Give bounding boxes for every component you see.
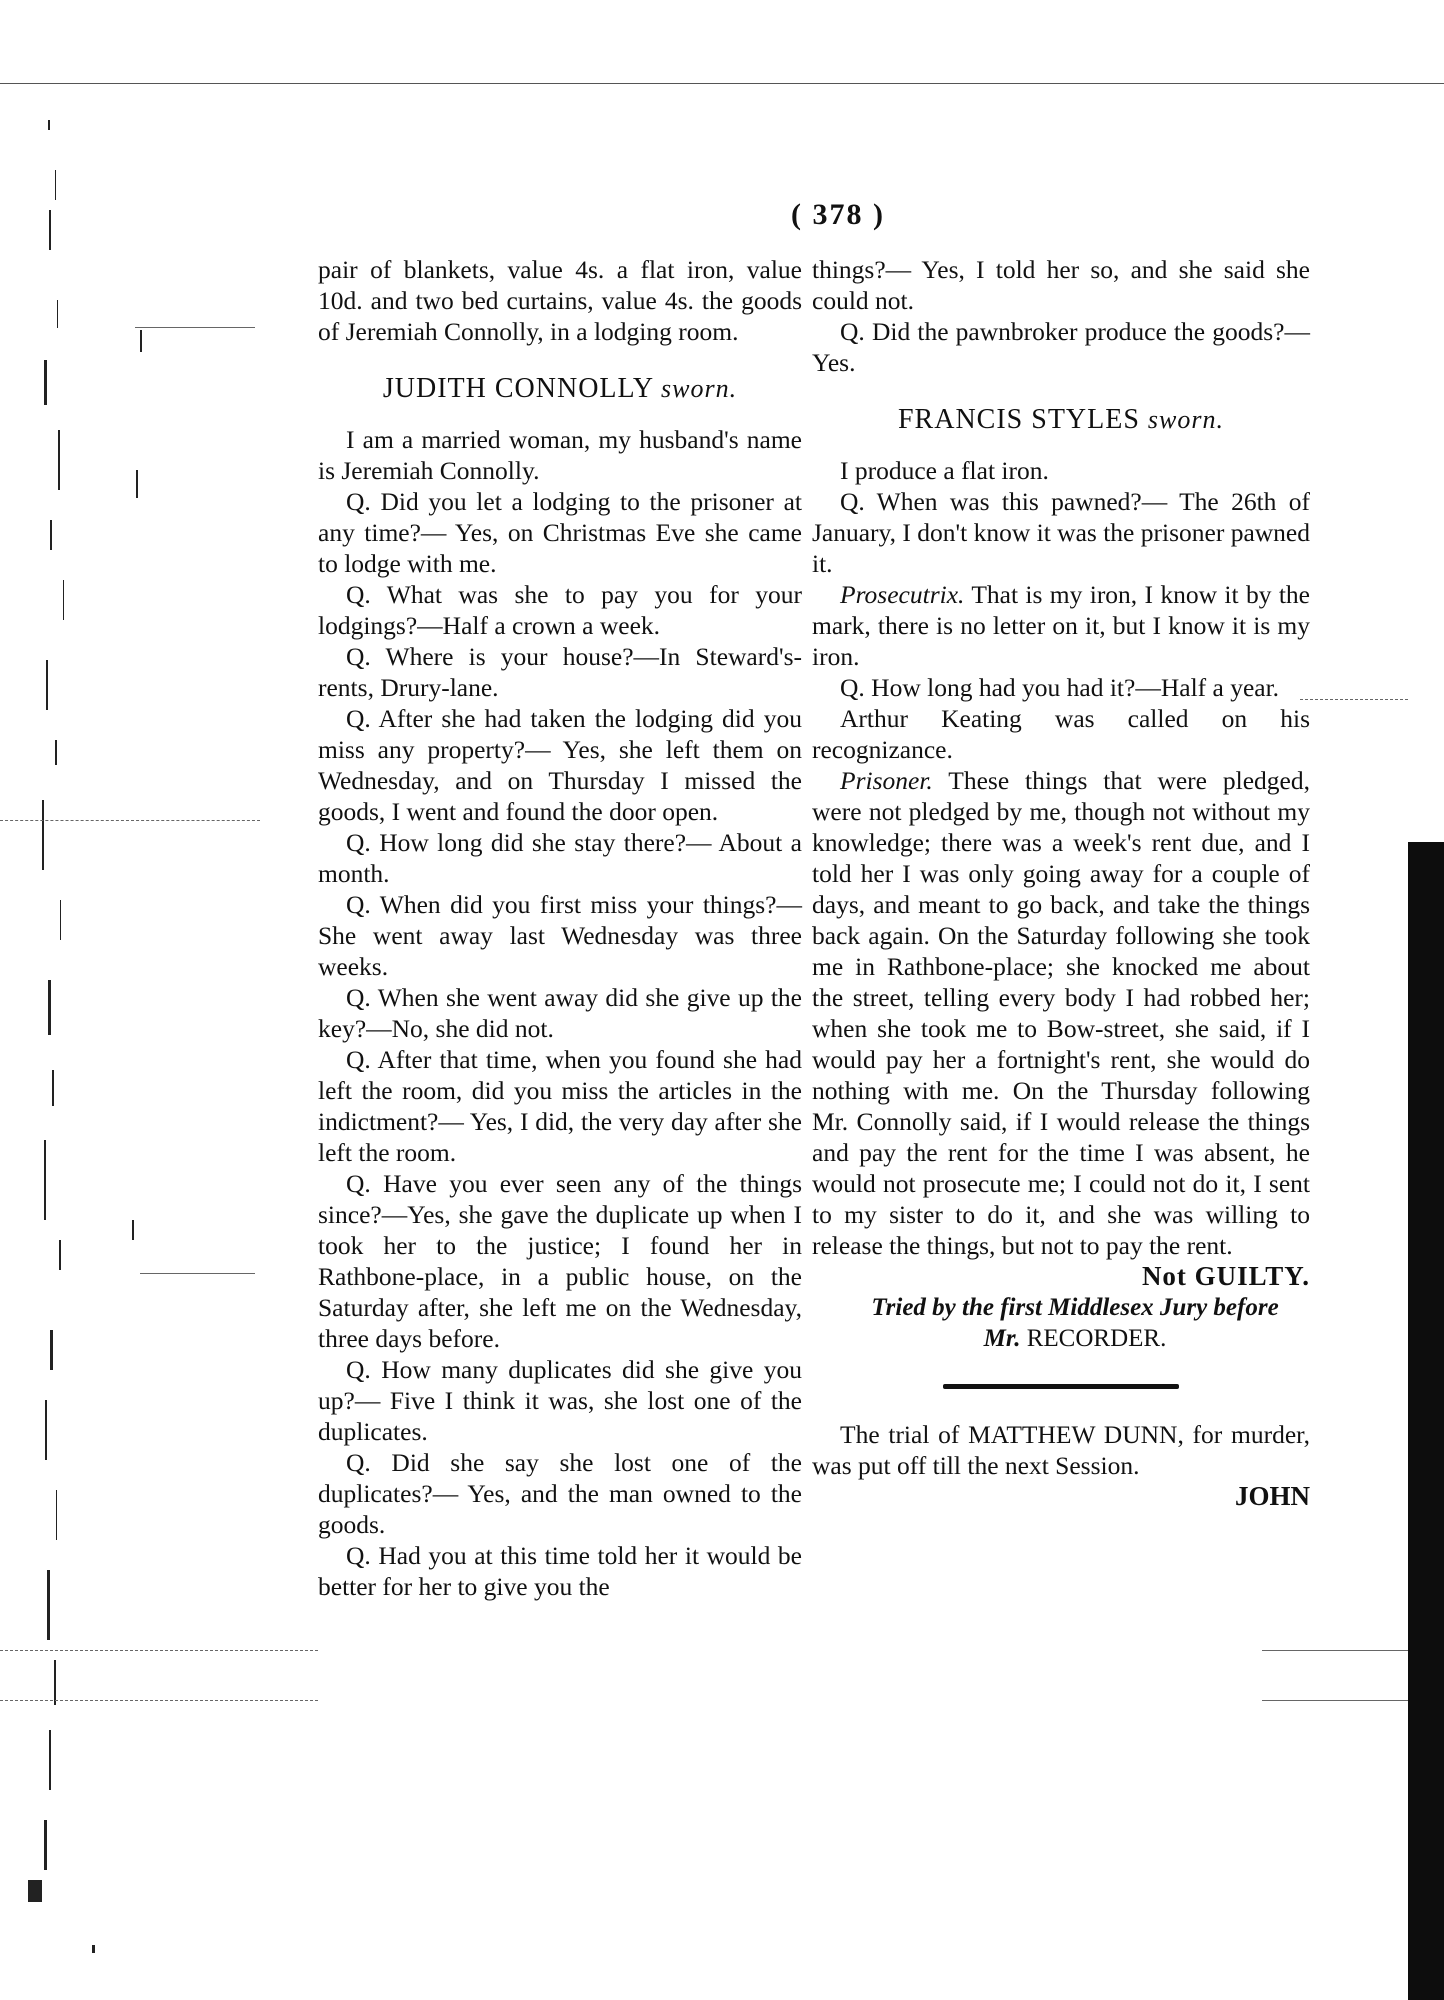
left-margin-scan-marks	[0, 100, 150, 1980]
right-margin-rule	[1300, 699, 1408, 700]
left-margin-rule	[140, 1273, 255, 1274]
testimony-paragraph: Q. Did she say she lost one of the duplicates?— Yes, and the man owned to the goods.	[318, 1448, 802, 1539]
testimony-paragraph: Q. Did you let a lodging to the prisoner at any time?— Yes, on Christmas Eve she came to lodge with me.	[318, 487, 802, 578]
verdict: Not GUILTY.	[1141, 1261, 1310, 1291]
testimony-paragraph: Q. After that time, when you found she had left the room, did you miss the articles in the indictment?— Yes, I did, the very day after she left the room.	[318, 1045, 802, 1167]
speech-text: These things that were pledged, were not pledged by me, though not without my knowledge; there was a week's rent due, and I told her I was only going away for a couple of days, and meant to go back, and take the things back again. On the Saturday following she took me in Rathbone-place; she knocked me about the street, telling every body I had robbed her; when she took me to Bow-street, she said, if I would pay her a fortnight's rent, she would do nothing with me. On the Thursday following Mr. Connolly said, if I would release the things and pay the rent for the time I was absent, he would not prosecute me; I could not do it, I sent to my sister to do it, and she was willing to release the things, but not to pay the rent.	[812, 766, 1310, 1260]
testimony-paragraph: Arthur Keating was called on his recognizance.	[812, 704, 1310, 764]
testimony-paragraph: Q. What was she to pay you for your lodgings?—Half a crown a week.	[318, 580, 802, 640]
testimony-paragraph: I produce a flat iron.	[840, 456, 1049, 485]
testimony-paragraph: Q. When she went away did she give up the key?—No, she did not.	[318, 983, 802, 1043]
right-margin-rule	[1262, 1700, 1412, 1701]
speaker-label: Prosecutrix.	[840, 580, 965, 609]
testimony-paragraph: Q. How many duplicates did she give you up?— Five I think it was, she lost one of the duplicates.	[318, 1355, 802, 1446]
sworn-label: sworn.	[1147, 405, 1224, 434]
left-column	[318, 254, 802, 1602]
testimony-paragraph: Q. Have you ever seen any of the things since?—Yes, she gave the duplicate up when I took her to the justice; I found her in Rathbone-place, in a public house, on the Saturday after, she left me on the Wednesday, three days before.	[318, 1169, 802, 1353]
sworn-label: sworn.	[661, 374, 738, 403]
testimony-paragraph: Q. Had you at this time told her it would be better for her to give you the	[318, 1541, 802, 1601]
left-margin-rule	[0, 1650, 318, 1651]
testimony-paragraph	[812, 765, 1310, 1261]
recorder-mr: Mr.	[983, 1325, 1021, 1352]
jury-line: Tried by the first Middlesex Jury before	[871, 1294, 1279, 1321]
witness-name: FRANCIS STYLES	[897, 404, 1140, 435]
testimony-paragraph: Q. How long did she stay there?— About a month.	[318, 828, 802, 888]
left-margin-rule	[0, 1700, 318, 1701]
testimony-paragraph: Q. Where is your house?—In Steward's-rents, Drury-lane.	[318, 642, 802, 702]
testimony-paragraph: Q. Did the pawnbroker produce the goods?—Yes.	[812, 317, 1310, 377]
witness-name: JUDITH CONNOLLY	[382, 373, 654, 404]
opening-paragraph: pair of blankets, value 4s. a flat iron, value 10d. and two bed curtains, value 4s. the goods of Jeremiah Connolly, in a lodging room.	[318, 255, 802, 346]
testimony-paragraph: Q. How long had you had it?—Half a year.	[840, 673, 1280, 702]
testimony-paragraph: I am a married woman, my husband's name is Jeremiah Connolly.	[318, 425, 802, 485]
catchword: JOHN	[1234, 1481, 1310, 1511]
right-scan-edge	[1408, 842, 1444, 2000]
recorder-line	[812, 1323, 1310, 1354]
witness-heading-judith	[318, 373, 802, 404]
testimony-paragraph	[812, 579, 1310, 672]
witness-heading-francis	[812, 404, 1310, 435]
recorder-title: RECORDER.	[1026, 1325, 1167, 1352]
trial-note: The trial of MATTHEW DUNN, for murder, was put off till the next Session.	[812, 1420, 1310, 1480]
testimony-paragraph: Q. When did you first miss your things?—She went away last Wednesday was three weeks.	[318, 890, 802, 981]
top-scan-rule	[0, 83, 1444, 84]
testimony-paragraph: Q. When was this pawned?— The 26th of January, I don't know it was the prisoner pawned it.	[812, 487, 1310, 578]
left-margin-rule	[0, 820, 260, 821]
speech-text: That is my iron, I know it by the mark, there is no letter on it, but I know it is my iron.	[812, 580, 1310, 671]
right-column	[812, 254, 1310, 1512]
speaker-label: Prisoner.	[840, 766, 933, 795]
page-number: ( 378 )	[791, 198, 885, 231]
section-divider	[943, 1384, 1179, 1389]
testimony-paragraph: Q. After she had taken the lodging did you miss any property?— Yes, she left them on Wednesday, and on Thursday I missed the goods, I went and found the door open.	[318, 704, 802, 826]
left-margin-rule	[135, 327, 255, 328]
testimony-paragraph: things?— Yes, I told her so, and she said she could not.	[812, 255, 1310, 315]
